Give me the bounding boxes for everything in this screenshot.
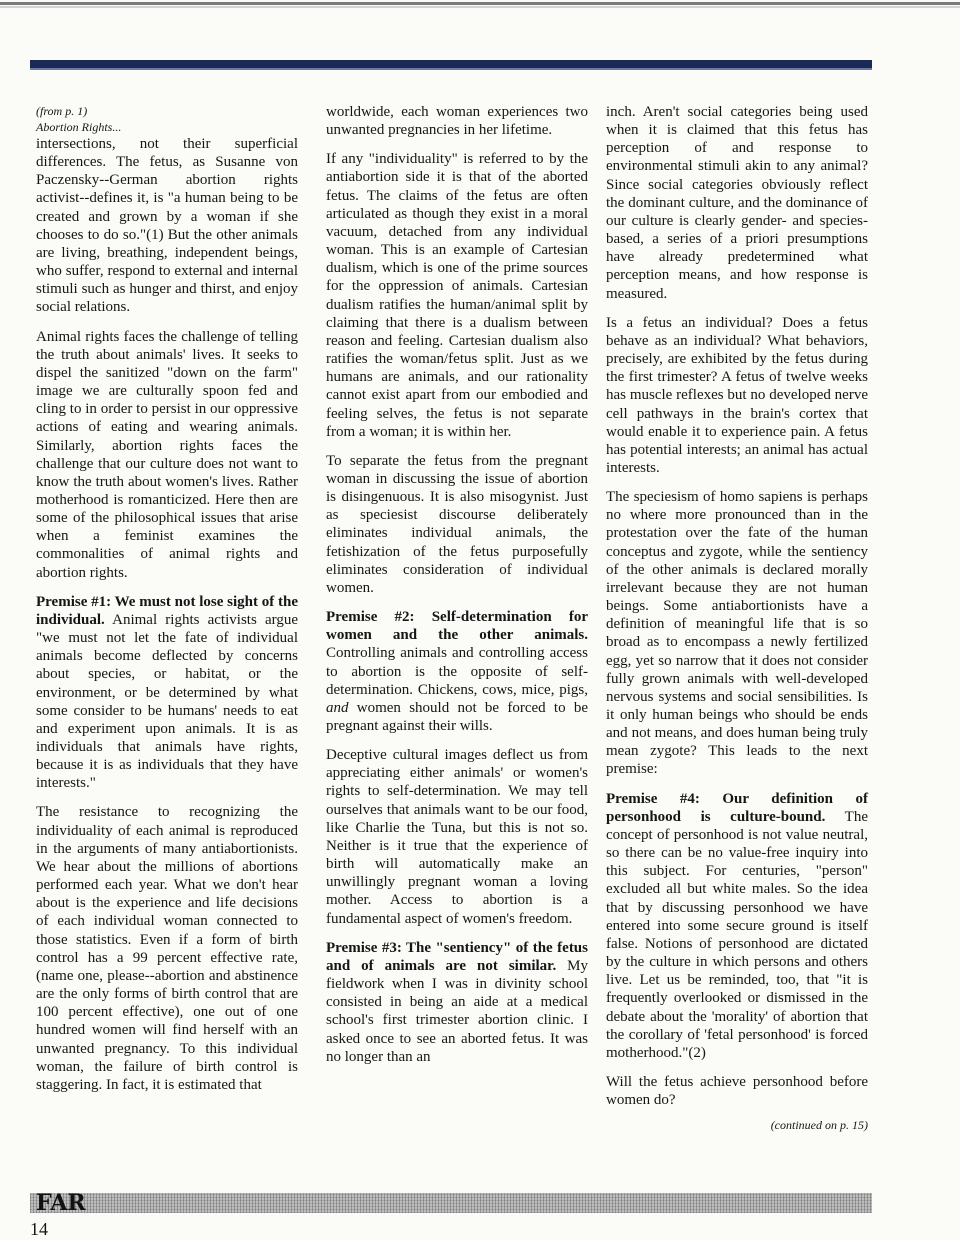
page-number: 14 — [30, 1219, 48, 1239]
paragraph: Animal rights faces the challenge of telling the truth about animals' lives. It seeks to dispel the sanitized "down on the farm" image we are culturally spoon fed and cling to in order to persist in our oppressive actions of eating and wearing animals. Similarly, abortion rights faces the challenge that our culture does not want to know the truth about women's lives. Rather motherhood is romanticized. Here then are some of the philosophical issues that arise when a feminist examines the commonalities of animal rights and abortion rights. — [36, 328, 298, 581]
paragraph: Will the fetus achieve personhood before women do? — [606, 1073, 868, 1109]
premise-3-heading: Premise #3: The "sentiency" of the fetus and of animals are not similar. — [326, 939, 588, 974]
paragraph: Is a fetus an individual? Does a fetus behave as an individual? What behaviors, precisely, are exhibited by the fetus during the first trimester? A fetus of twelve weeks has muscle reflexes but no developed nerve cell pathways in the brain's cortex that would enable it to experience pain. A fetus has potential interests; an animal has actual interests. — [606, 314, 868, 476]
column-1 — [36, 103, 298, 1105]
premise-3-paragraph — [326, 939, 588, 1066]
paragraph: Deceptive cultural images deflect us from appreciating either animals' or women's rights to self-determination. We may tell ourselves that animals want to be our food, like Charlie the Tuna, but this is not so. Neither is it true that the experience of birth will automatically make an unwillingly pregnant woman a loving mother. Access to abortion is a fundamental aspect of women's freedom. — [326, 747, 588, 927]
column-3 — [606, 103, 868, 1134]
premise-1-heading: Premise #1: We must not lose sight of the individual. — [36, 593, 298, 628]
column-2 — [326, 103, 588, 1077]
premise-1-paragraph — [36, 593, 298, 793]
paragraph: The speciesism of homo sapiens is perhaps no where more pronounced than in the protestation over the fate of the human conceptus and zygote, while the sentiency of the other animals is declared morally irrelevant because they are not human beings. Some antiabortionists have a definition of meaningful life that is so broad as to encompass a newly fertilized egg, yet so narrow that it does not consider fully grown animals with well-developed nervous systems and social sensibilities. Is it only human beings who should be ends and not means, and does human being truly mean zygote? This leads to the next premise: — [606, 489, 868, 778]
continued-label: (continued on p. 15) — [770, 1118, 868, 1133]
far-logo: FAR — [36, 1190, 86, 1216]
premise-2-paragraph — [326, 608, 588, 735]
premise-2-body-end: women should not be forced to be pregnant against their wills. — [326, 699, 588, 734]
premise-4-heading: Premise #4: Our definition of personhood is culture-bound. — [606, 790, 868, 825]
premise-4-body: The concept of personhood is not value neutral, so there can be no value-free inquiry into this subject. For centuries, "person" excluded all but white males. So the idea that by discussing personhood we have entered into some secure ground is itself false. Notions of personhood are dictated by the culture in which persons and others live. Let us be reminded, too, that "it is frequently overlooked or dismissed in the debate about the 'morality' of abortion that the corollary of 'fetal personhood' is forced motherhood."(2) — [606, 808, 868, 1061]
header-bar — [30, 60, 872, 68]
premise-4-paragraph — [606, 790, 868, 1062]
footer-bar — [30, 1190, 872, 1216]
paragraph: To separate the fetus from the pregnant woman in discussing the issue of abortion is disingenuous. It is also misogynist. Just as speciesist discourse deliberately eliminates individual animals, the fetishization of the fetus purposefully eliminates consideration of individual women. — [326, 452, 588, 596]
premise-1-body: Animal rights activists argue "we must not let the fate of individual animals become deflected by concerns about species, or habitat, or the environment, or be determined by what some consider to be humans' needs to eat and experiment upon animals. It is as individuals that animals have rights, because it is as individuals that they have interests." — [36, 611, 298, 792]
paragraph: The resistance to recognizing the individuality of each animal is reproduced in the arguments of many antiabortionists. We hear about the millions of abortions performed each year. What we don't hear about is the experience and life decisions of each individual woman connected to those statistics. Even if a form of birth control has a 99 percent effective rate, (name one, please--abortion and abstinence are the only forms of birth control that are 100 percent effective), one out of one hundred women will find herself with an unwanted pregnancy. To this individual woman, the failure of birth control is staggering. In fact, it is estimated that — [36, 804, 298, 1093]
paragraph: If any "individuality" is referred to by the antiabortion side it is that of the aborted fetus. The claims of the fetus are often articulated as though they exist in a moral vacuum, detached from any individual woman. This is an example of Cartesian dualism, which is one of the prime sources for the oppression of animals. Cartesian dualism ratifies the human/animal split by claiming that there is a dualism between reason and feeling. Cartesian dualism also ratifies the woman/fetus split. Just as we humans are animals, and our rationality cannot exist apart from our embodied and feeling selves, the fetus is not separate from a woman; it is within her. — [326, 151, 588, 440]
top-rule — [0, 2, 960, 5]
premise-2-emphasis: and — [326, 699, 349, 716]
paragraph: intersections, not their superficial differences. The fetus, as Susanne von Paczensky--German abortion rights activist--defines it, is "a human being to be created and grown by a woman if she chooses to do so."(1) But the other animals are living, breathing, independent beings, who suffer, respond to external and internal stimuli such as hunger and thirst, and enjoy social relations. — [36, 136, 298, 316]
premise-3-body: My fieldwork when I was in divinity school consisted in being an aide at a medical school's first trimester abortion clinic. I asked once to see an aborted fetus. It was no longer than an — [326, 957, 588, 1065]
jump-title-label: Abortion Rights... — [36, 120, 122, 134]
top-rule-shadow — [0, 6, 960, 8]
jump-from-label: (from p. 1) — [36, 104, 88, 118]
paragraph: worldwide, each woman experiences two unwanted pregnancies in her lifetime. — [326, 104, 588, 139]
premise-2-heading: Premise #2: Self-determination for women and the other animals. — [326, 609, 588, 644]
paragraph: inch. Aren't social categories being used when it is claimed that this fetus has perception of and response to environmental stimuli akin to any animal? Since social categories obviously reflect the dominant culture, and the dominance of our culture is clearly gender- and species-based, a series of a priori presumptions have already predetermined what perception means, and how response is measured. — [606, 104, 868, 302]
premise-2-body: Controlling animals and controlling access to abortion is the opposite of self-determination. Chickens, cows, mice, pigs, — [326, 645, 588, 698]
